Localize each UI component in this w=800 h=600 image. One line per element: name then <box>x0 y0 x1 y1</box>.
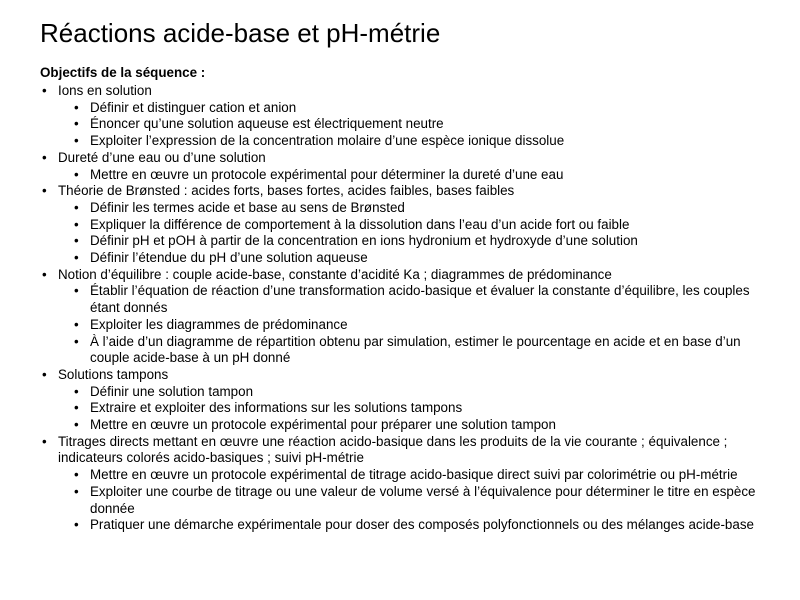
objective-text: Définir pH et pOH à partir de la concentration en ions hydronium et hydroxyde d’une solution <box>90 233 638 249</box>
bullet-icon: • <box>74 483 79 499</box>
objective-item <box>74 167 776 184</box>
bullet-icon: • <box>74 333 79 349</box>
objective-text: Pratiquer une démarche expérimentale pour doser des composés polyfonctionnels ou des mélanges acide-base <box>90 517 754 533</box>
objective-text: Titrages directs mettant en œuvre une réaction acido-basique dans les produits de la vie courante ; équivalence ; indicateurs colorés acido-basiques ; suivi pH-métrie <box>58 433 728 466</box>
bullet-icon: • <box>74 517 79 533</box>
objective-item <box>74 467 776 484</box>
bullet-icon: • <box>42 366 47 382</box>
objective-text: Définir et distinguer cation et anion <box>90 99 297 115</box>
objective-item <box>74 400 776 417</box>
bullet-icon: • <box>74 216 79 232</box>
objective-item <box>74 116 776 133</box>
objective-text: Dureté d’une eau ou d’une solution <box>58 149 266 165</box>
bullet-icon: • <box>42 433 47 449</box>
objective-item <box>74 384 776 401</box>
objective-item <box>42 83 776 100</box>
bullet-icon: • <box>74 283 79 299</box>
objective-item <box>74 100 776 117</box>
objective-item <box>42 267 776 284</box>
objective-item <box>74 334 776 367</box>
bullet-icon: • <box>74 233 79 249</box>
bullet-icon: • <box>74 250 79 266</box>
objectives-heading: Objectifs de la séquence : <box>40 65 206 80</box>
objective-text: Exploiter une courbe de titrage ou une valeur de volume versé à l’équivalence pour déterminer le titre en espèce donnée <box>90 483 756 516</box>
objective-item <box>42 434 776 467</box>
objective-item <box>42 183 776 200</box>
bullet-icon: • <box>74 116 79 132</box>
bullet-icon: • <box>42 149 47 165</box>
bullet-icon: • <box>74 417 79 433</box>
bullet-icon: • <box>42 83 47 98</box>
objective-item <box>74 217 776 234</box>
objective-item <box>74 250 776 267</box>
objective-text: Extraire et exploiter des informations sur les solutions tampons <box>90 400 463 416</box>
bullet-icon: • <box>74 199 79 215</box>
bullet-icon: • <box>74 467 79 483</box>
objective-item <box>42 150 776 167</box>
bullet-icon: • <box>74 383 79 399</box>
objective-text: Ions en solution <box>58 83 152 98</box>
objective-item <box>74 484 776 517</box>
objective-text: Établir l’équation de réaction d’une transformation acido-basique et évaluer la constante d’équilibre, les couples étant donnés <box>90 283 750 316</box>
objective-text: Mettre en œuvre un protocole expérimental pour préparer une solution tampon <box>90 417 556 433</box>
objective-text: Solutions tampons <box>58 366 169 382</box>
objective-text: Définir l’étendue du pH d’une solution aqueuse <box>90 250 368 266</box>
objective-text: À l’aide d’un diagramme de répartition obtenu par simulation, estimer le pourcentage en acide et en base d’un couple acide-base à un pH donné <box>90 333 741 366</box>
objective-item <box>74 517 776 534</box>
objective-text: Expliquer la différence de comportement à la dissolution dans l’eau d’un acide fort ou faible <box>90 216 630 232</box>
objective-item <box>74 417 776 434</box>
objective-text: Énoncer qu’une solution aqueuse est électriquement neutre <box>90 116 444 132</box>
objective-item <box>74 317 776 334</box>
objective-item <box>42 367 776 384</box>
objective-item <box>74 233 776 250</box>
bullet-icon: • <box>74 133 79 149</box>
objective-text: Exploiter l’expression de la concentration molaire d’une espèce ionique dissolue <box>90 133 565 149</box>
objective-item <box>74 283 776 316</box>
objective-text: Définir les termes acide et base au sens de Brønsted <box>90 199 405 215</box>
bullet-icon: • <box>74 400 79 416</box>
objective-item <box>74 200 776 217</box>
objective-text: Mettre en œuvre un protocole expérimental de titrage acido-basique direct suivi par colorimétrie ou pH-métrie <box>90 467 738 483</box>
objective-text: Définir une solution tampon <box>90 383 254 399</box>
objective-text: Exploiter les diagrammes de prédominance <box>90 316 348 332</box>
objectives-list <box>40 83 776 534</box>
objective-text: Notion d’équilibre : couple acide-base, constante d’acidité Ka ; diagrammes de prédominance <box>58 266 612 282</box>
objective-text: Mettre en œuvre un protocole expérimental pour déterminer la dureté d’une eau <box>90 166 564 182</box>
bullet-icon: • <box>74 99 79 115</box>
bullet-icon: • <box>74 316 79 332</box>
objective-text: Théorie de Brønsted : acides forts, bases fortes, acides faibles, bases faibles <box>58 183 515 199</box>
page-title: Réactions acide-base et pH-métrie <box>40 18 441 48</box>
bullet-icon: • <box>42 183 47 199</box>
bullet-icon: • <box>42 266 47 282</box>
bullet-icon: • <box>74 166 79 182</box>
objective-item <box>74 133 776 150</box>
